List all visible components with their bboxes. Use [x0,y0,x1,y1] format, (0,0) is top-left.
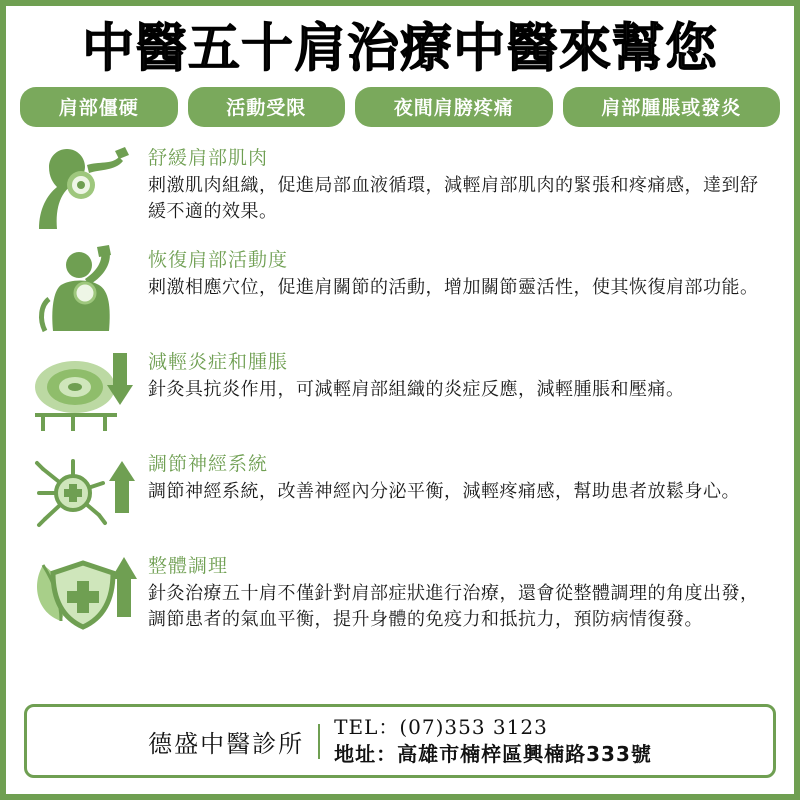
benefit-text [142,141,776,225]
nerve-cell-icon [24,447,142,539]
symptom-pill: 肩部僵硬 [20,87,178,127]
symptom-pill: 肩部腫脹或發炎 [563,87,781,127]
benefit-text [142,345,685,403]
arm-rotation-icon [24,243,142,335]
clinic-name: 德盛中醫診所 [148,724,320,759]
benefit-text [142,243,759,301]
shield-leaf-icon [24,549,142,641]
inflammation-down-icon [24,345,142,437]
benefit-title: 恢復肩部活動度 [148,248,289,271]
benefit-title: 整體調理 [148,554,229,577]
benefit-row [24,447,776,539]
benefit-body: 針灸具抗炎作用，可減輕肩部組織的炎症反應，減輕腫脹和壓痛。 [148,378,685,400]
benefit-title: 舒緩肩部肌肉 [148,146,269,169]
benefit-row [24,141,776,233]
shoulder-massage-icon [24,141,142,233]
clinic-contact [334,714,652,768]
benefit-body: 調節神經系統，改善神經內分泌平衡，減輕疼痛感，幫助患者放鬆身心。 [148,480,740,502]
benefit-text [142,549,776,633]
page-title: 中醫五十肩治療中醫來幫您 [81,19,718,79]
benefit-row [24,243,776,335]
benefit-body: 刺激相應穴位，促進肩關節的活動，增加關節靈活性，使其恢復肩部功能。 [148,276,759,298]
benefit-title: 調節神經系統 [148,452,269,475]
benefit-title: 減輕炎症和腫脹 [148,350,289,373]
clinic-footer [24,704,776,778]
benefit-body: 針灸治療五十肩不僅針對肩部症狀進行治療，還會從整體調理的角度出發，調節患者的氣血平衡，提升身體的免疫力和抵抗力，預防病情復發。 [148,582,759,630]
benefit-row [24,549,776,641]
benefit-row [24,345,776,437]
benefit-list [24,141,776,641]
clinic-phone: TEL：(07)353 3123 [334,715,548,739]
benefit-body: 刺激肌肉組織，促進局部血液循環，減輕肩部肌肉的緊張和疼痛感，達到舒緩不適的效果。 [148,174,759,222]
clinic-address: 地址：高雄市楠梓區興楠路333號 [334,742,652,766]
symptom-pill: 活動受限 [188,87,346,127]
symptom-pill: 夜間肩膀疼痛 [355,87,553,127]
symptom-pill-list [20,87,780,127]
benefit-text [142,447,740,505]
